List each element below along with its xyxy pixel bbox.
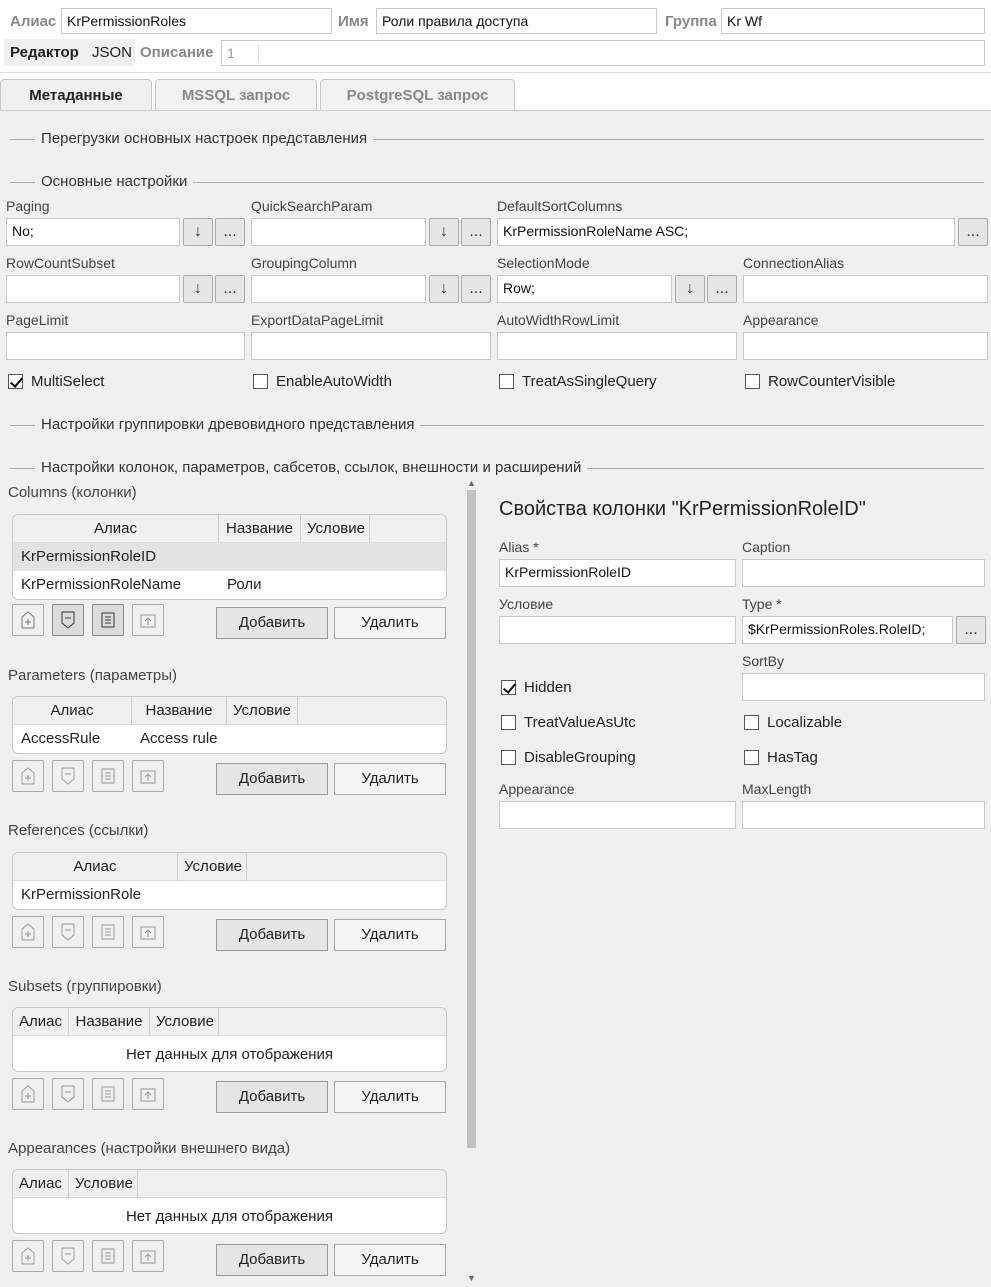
quicksearch-label: QuickSearchParam (251, 198, 373, 214)
quicksearch-input[interactable] (251, 218, 426, 246)
rowcountsubset-down-button[interactable]: ↓ (183, 275, 213, 303)
column-properties-title: Свойства колонки "KrPermissionRoleID" (499, 498, 866, 520)
prop-appearance-label: Appearance (499, 781, 575, 797)
move-down-button[interactable] (52, 604, 84, 636)
subsets-empty-message: Нет данных для отображения (125, 1046, 334, 1063)
copy-icon (100, 767, 116, 785)
parameters-grid[interactable] (12, 696, 447, 754)
exportlimit-label: ExportDataPageLimit (251, 312, 384, 328)
rowcounter-label: RowCounterVisible (768, 373, 896, 390)
move-up-button[interactable] (12, 916, 44, 948)
prop-caption-label: Caption (742, 539, 791, 555)
alias-input[interactable]: KrPermissionRoles (61, 8, 332, 34)
description-input[interactable] (221, 40, 985, 66)
copy-icon (100, 611, 116, 629)
references-grid-header (13, 853, 446, 881)
editor-selector[interactable] (4, 39, 135, 66)
move-up-icon (20, 923, 36, 941)
singlequery-checkbox[interactable] (499, 374, 514, 389)
quicksearch-more-button[interactable]: ... (461, 218, 491, 246)
param-header-name[interactable]: Название (132, 697, 227, 725)
move-down-button[interactable] (52, 1240, 84, 1272)
pagelimit-input[interactable] (6, 332, 245, 360)
appearances-grid-header (13, 1170, 446, 1198)
header-divider (0, 72, 991, 73)
paging-down-button[interactable]: ↓ (183, 218, 213, 246)
subset-header-alias[interactable]: Алиас (13, 1008, 69, 1036)
subset-header-condition[interactable]: Условие (150, 1008, 219, 1036)
selectionmode-label: SelectionMode (497, 255, 590, 271)
parameters-title: Parameters (параметры) (8, 667, 177, 684)
prop-type-more-button[interactable]: ... (956, 616, 986, 644)
selectionmode-down-button[interactable]: ↓ (675, 275, 705, 303)
move-up-icon (20, 1085, 36, 1103)
prop-maxlength-input[interactable] (742, 801, 985, 829)
table-row[interactable]: KrPermissionRole (21, 886, 142, 903)
tab-postgresql[interactable]: PostgreSQL запрос (320, 79, 515, 111)
scroll-up-icon[interactable]: ▲ (467, 478, 476, 488)
subset-header-name[interactable]: Название (69, 1008, 150, 1036)
ref-header-alias[interactable]: Алиас (13, 853, 178, 881)
subsets-grid-header (13, 1008, 446, 1036)
table-row[interactable]: KrPermissionRoleID (13, 543, 446, 571)
appearances-title: Appearances (настройки внешнего вида) (8, 1140, 291, 1157)
paste-icon (140, 1247, 156, 1265)
appearance-header-alias[interactable]: Алиас (13, 1170, 69, 1198)
subsets-title: Subsets (группировки) (8, 978, 162, 995)
move-down-button[interactable] (52, 760, 84, 792)
move-down-icon (60, 923, 76, 941)
prop-sortby-label: SortBy (742, 653, 785, 669)
references-title: References (ссылки) (8, 822, 149, 839)
appearance-header-condition[interactable]: Условие (69, 1170, 138, 1198)
paging-input[interactable]: No; (6, 218, 180, 246)
move-down-button[interactable] (52, 916, 84, 948)
prop-maxlength-label: MaxLength (742, 781, 812, 797)
parameters-add-button[interactable]: Добавить (216, 763, 328, 795)
move-up-button[interactable] (12, 760, 44, 792)
prop-disablegrouping-label: DisableGrouping (524, 749, 636, 766)
prop-condition-label: Условие (499, 596, 554, 612)
prop-type-input[interactable]: $KrPermissionRoles.RoleID; (742, 616, 953, 644)
autowidth-label: AutoWidthRowLimit (497, 312, 620, 328)
copy-icon (100, 923, 116, 941)
editor-value[interactable]: JSON (92, 44, 133, 61)
paste-button[interactable] (132, 760, 164, 792)
col-header-alias[interactable]: Алиас (13, 515, 219, 543)
left-pane-scrollbar[interactable] (466, 478, 477, 1285)
section-main[interactable]: Основные настройки (10, 173, 984, 191)
metadata-panel (0, 110, 991, 1287)
description-gutter (258, 44, 259, 62)
references-grid[interactable] (12, 852, 447, 910)
group-input[interactable]: Kr Wf (721, 8, 985, 34)
move-down-button[interactable] (52, 1078, 84, 1110)
columns-grid[interactable] (12, 514, 447, 600)
columns-delete-button[interactable]: Удалить (334, 607, 446, 639)
copy-button[interactable] (92, 916, 124, 948)
section-columns[interactable]: Настройки колонок, параметров, сабсетов, ссылок, внешности и расширений (10, 459, 984, 477)
singlequery-label: TreatAsSingleQuery (522, 373, 657, 390)
parameters-grid-header (13, 697, 446, 725)
paste-icon (140, 611, 156, 629)
copy-icon (100, 1085, 116, 1103)
tab-mssql[interactable]: MSSQL запрос (155, 79, 317, 111)
groupingcolumn-down-button[interactable]: ↓ (429, 275, 459, 303)
ref-header-condition[interactable]: Условие (178, 853, 247, 881)
paging-more-button[interactable]: ... (215, 218, 245, 246)
groupingcolumn-more-button[interactable]: ... (461, 275, 491, 303)
rowcountsubset-label: RowCountSubset (6, 255, 115, 271)
references-add-button[interactable]: Добавить (216, 919, 328, 951)
move-up-icon (20, 767, 36, 785)
description-line-number: 1 (227, 45, 235, 61)
move-up-button[interactable] (12, 604, 44, 636)
section-overrides[interactable]: Перегрузки основных настроек представления (10, 130, 984, 148)
prop-caption-input[interactable] (742, 559, 985, 587)
move-down-icon (60, 1085, 76, 1103)
prop-alias-input[interactable]: KrPermissionRoleID (499, 559, 736, 587)
scrollbar-thumb[interactable] (467, 490, 476, 1148)
exportlimit-input[interactable] (251, 332, 491, 360)
copy-button[interactable] (92, 604, 124, 636)
selectionmode-more-button[interactable]: ... (707, 275, 737, 303)
connectionalias-label: ConnectionAlias (743, 255, 845, 271)
copy-button[interactable] (92, 1240, 124, 1272)
paste-icon (140, 767, 156, 785)
prop-disablegrouping-checkbox[interactable] (501, 750, 516, 765)
prop-appearance-input[interactable] (499, 801, 736, 829)
multiselect-label: MultiSelect (31, 373, 105, 390)
paste-button[interactable] (132, 916, 164, 948)
scroll-down-icon[interactable]: ▼ (467, 1273, 476, 1283)
param-header-alias[interactable]: Алиас (13, 697, 132, 725)
paste-button[interactable] (132, 604, 164, 636)
groupingcolumn-input[interactable] (251, 275, 426, 303)
subsets-delete-button[interactable]: Удалить (334, 1081, 446, 1113)
appearance-input[interactable] (743, 332, 988, 360)
references-delete-button[interactable]: Удалить (334, 919, 446, 951)
autowidth-input[interactable] (497, 332, 737, 360)
copy-button[interactable] (92, 760, 124, 792)
prop-sortby-input[interactable] (742, 673, 985, 701)
section-tree[interactable]: Настройки группировки древовидного представления (10, 416, 984, 434)
copy-icon (100, 1247, 116, 1265)
move-up-icon (20, 1247, 36, 1265)
enableautowidth-label: EnableAutoWidth (276, 373, 392, 390)
move-up-icon (20, 611, 36, 629)
prop-localizable-checkbox[interactable] (744, 715, 759, 730)
appearances-delete-button[interactable]: Удалить (334, 1244, 446, 1276)
prop-hastag-checkbox[interactable] (744, 750, 759, 765)
prop-type-label: Type * (742, 596, 782, 612)
editor-label: Редактор (10, 44, 79, 61)
move-down-icon (60, 1247, 76, 1265)
param-header-condition[interactable]: Условие (227, 697, 298, 725)
paste-button[interactable] (132, 1078, 164, 1110)
col-header-name[interactable]: Название (219, 515, 301, 543)
rowcountsubset-more-button[interactable]: ... (215, 275, 245, 303)
appearances-empty-message: Нет данных для отображения (125, 1208, 334, 1225)
tab-metadata[interactable]: Метаданные (0, 79, 152, 111)
columns-grid-header (13, 515, 446, 543)
paging-label: Paging (6, 198, 50, 214)
defaultsort-more-button[interactable]: ... (958, 218, 988, 246)
rowcountsubset-input[interactable] (6, 275, 180, 303)
description-label: Описание (140, 44, 214, 61)
appearance-label: Appearance (743, 312, 819, 328)
prop-localizable-label: Localizable (767, 714, 843, 731)
prop-utc-label: TreatValueAsUtc (524, 714, 636, 731)
appearances-grid[interactable] (12, 1169, 447, 1234)
name-label: Имя (338, 13, 369, 30)
quicksearch-down-button[interactable]: ↓ (429, 218, 459, 246)
group-label: Группа (665, 13, 717, 30)
move-down-icon (60, 611, 76, 629)
paste-icon (140, 923, 156, 941)
paste-icon (140, 1085, 156, 1103)
multiselect-checkbox[interactable] (8, 374, 23, 389)
table-row[interactable]: KrPermissionRoleName Роли (21, 576, 262, 593)
move-up-button[interactable] (12, 1240, 44, 1272)
parameters-delete-button[interactable]: Удалить (334, 763, 446, 795)
col-header-condition[interactable]: Условие (301, 515, 370, 543)
prop-hidden-checkbox[interactable] (501, 680, 516, 695)
table-row[interactable]: AccessRule Access rule (21, 730, 218, 747)
prop-condition-input[interactable] (499, 616, 736, 644)
prop-hastag-label: HasTag (767, 749, 818, 766)
move-down-icon (60, 767, 76, 785)
prop-alias-label: Alias * (499, 539, 539, 555)
name-input[interactable]: Роли правила доступа (376, 8, 657, 34)
columns-add-button[interactable]: Добавить (216, 607, 328, 639)
prop-hidden-label: Hidden (524, 679, 572, 696)
selectionmode-input[interactable]: Row; (497, 275, 672, 303)
appearances-add-button[interactable]: Добавить (216, 1244, 328, 1276)
groupingcolumn-label: GroupingColumn (251, 255, 357, 271)
columns-title: Columns (колонки) (8, 484, 137, 501)
move-up-button[interactable] (12, 1078, 44, 1110)
paste-button[interactable] (132, 1240, 164, 1272)
pagelimit-label: PageLimit (6, 312, 69, 328)
connectionalias-input[interactable] (743, 275, 988, 303)
defaultsort-label: DefaultSortColumns (497, 198, 623, 214)
prop-utc-checkbox[interactable] (501, 715, 516, 730)
defaultsort-input[interactable]: KrPermissionRoleName ASC; (497, 218, 955, 246)
rowcounter-checkbox[interactable] (745, 374, 760, 389)
copy-button[interactable] (92, 1078, 124, 1110)
enableautowidth-checkbox[interactable] (253, 374, 268, 389)
subsets-grid[interactable] (12, 1007, 447, 1072)
subsets-add-button[interactable]: Добавить (216, 1081, 328, 1113)
alias-label: Алиас (10, 13, 57, 30)
